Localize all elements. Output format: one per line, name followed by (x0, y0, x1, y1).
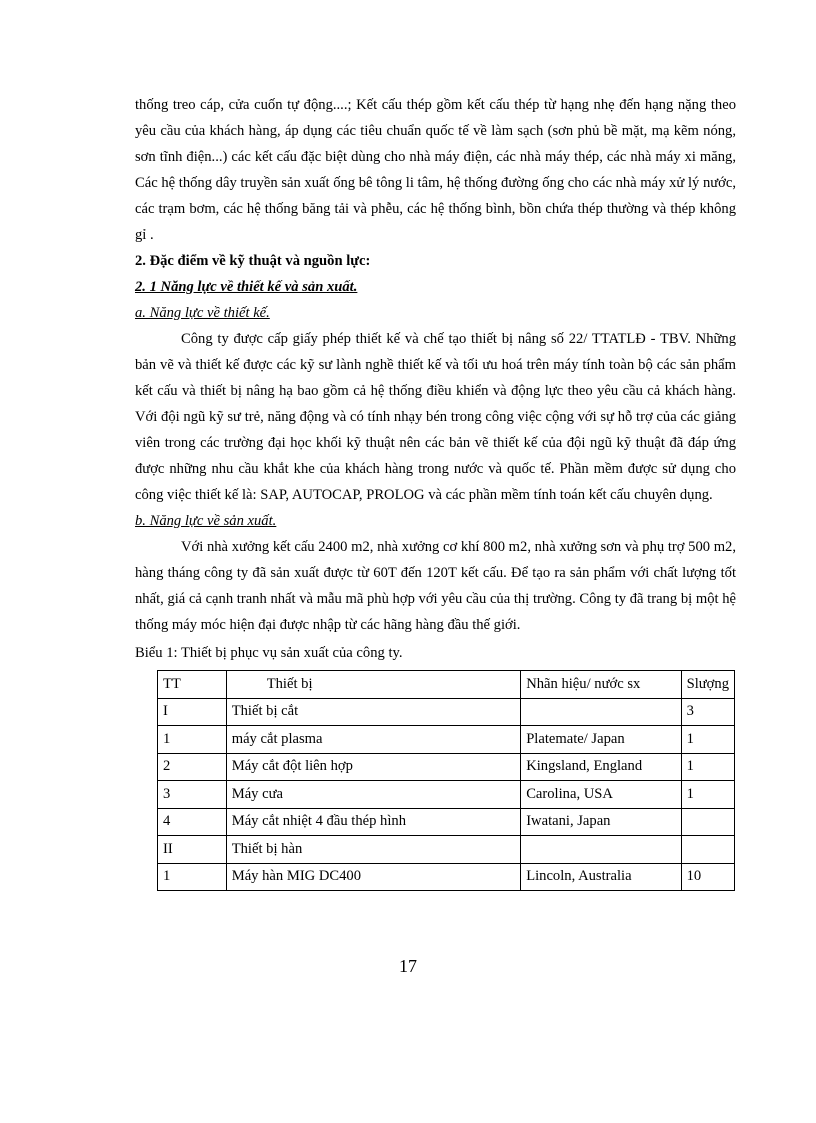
paragraph-design: Công ty được cấp giấy phép thiết kế và chế tạo thiết bị nâng số 22/ TTATLĐ - TBV. Những bản vẽ và thiết kế được các kỹ sư lành nghề thiết kế và tối ưu hoá trên máy tính toàn bộ các sản phẩm kết cấu và thiết bị nâng hạ bao gồm cả hệ thống điều khiển và động lực theo yêu cầu cả khách hàng. Với đội ngũ kỹ sư trẻ, năng động và có tính nhạy bén trong công việc cộng với sự hỗ trợ của các giảng viên trong các trường đại học khối kỹ thuật nên các bản vẽ thiết kế của đội ngũ kỹ thuật đã đáp ứng được những nhu cầu khắt khe của khách hàng trong nước và quốc tế. Phần mềm được sử dụng cho công việc thiết kế là: SAP, AUTOCAP, PROLOG và các phần mềm tính toán kết cấu chuyên dụng. (135, 331, 736, 503)
table-row (158, 863, 735, 891)
cell-quantity: 1 (681, 726, 734, 754)
header-brand: Nhãn hiệu/ nước sx (521, 671, 681, 699)
cell-equipment: Thiết bị cắt (226, 698, 520, 726)
cell-equipment: Máy hàn MIG DC400 (226, 863, 520, 891)
cell-tt: I (158, 698, 227, 726)
header-tt: TT (158, 671, 227, 699)
cell-equipment: Máy cắt nhiệt 4 đầu thép hình (226, 808, 520, 836)
table-row (158, 753, 735, 781)
cell-quantity: 10 (681, 863, 734, 891)
cell-quantity (681, 836, 734, 864)
cell-equipment: máy cắt plasma (226, 726, 520, 754)
subheading-b: b. Năng lực về sản xuất. (135, 513, 277, 529)
table-row (158, 836, 735, 864)
cell-brand: Carolina, USA (521, 781, 681, 809)
table-row (158, 726, 735, 754)
cell-brand: Platemate/ Japan (521, 726, 681, 754)
cell-tt: 2 (158, 753, 227, 781)
cell-tt: 1 (158, 726, 227, 754)
cell-quantity (681, 808, 734, 836)
cell-equipment: Máy cưa (226, 781, 520, 809)
cell-tt: II (158, 836, 227, 864)
cell-equipment: Thiết bị hàn (226, 836, 520, 864)
cell-equipment: Máy cắt đột liên hợp (226, 753, 520, 781)
cell-tt: 3 (158, 781, 227, 809)
cell-tt: 4 (158, 808, 227, 836)
section-heading-2: 2. Đặc điểm về kỹ thuật và nguồn lực: (135, 253, 371, 269)
table-row (158, 781, 735, 809)
cell-brand (521, 836, 681, 864)
table-row (158, 808, 735, 836)
cell-brand: Lincoln, Australia (521, 863, 681, 891)
header-quantity: Slượng (681, 671, 734, 699)
table-header-row (158, 671, 735, 699)
cell-brand (521, 698, 681, 726)
cell-quantity: 1 (681, 753, 734, 781)
paragraph-production: Với nhà xưởng kết cấu 2400 m2, nhà xưởng cơ khí 800 m2, nhà xưởng sơn và phụ trợ 500 m2, hàng tháng công ty đã sản xuất được từ 60T đến 120T kết cấu. Để tạo ra sản phẩm với chất lượng tốt nhất, giá cả cạnh tranh nhất và mẫu mã phù hợp với yêu cầu của thị trường. Công ty đã trang bị một hệ thống máy móc hiện đại được nhập từ các hãng hàng đầu thế giới. (135, 539, 736, 633)
document-page (135, 92, 736, 891)
paragraph-intro: thống treo cáp, cửa cuốn tự động....; Kết cấu thép gồm kết cấu thép từ hạng nhẹ đến hạng nặng theo yêu cầu của khách hàng, áp dụng các tiêu chuẩn quốc tế về làm sạch (sơn phủ bề mặt, mạ kẽm nóng, sơn tĩnh điện...) các kết cấu đặc biệt dùng cho nhà máy điện, các nhà máy thép, các nhà máy xi măng, Các hệ thống dây truyền sản xuất ống bê tông li tâm, hệ thống đường ống cho các nhà máy xử lý nước, các trạm bơm, các hệ thống băng tải và phễu, các hệ thống bình, bồn chứa thép thường và thép không gỉ . (135, 97, 736, 243)
cell-brand: Iwatani, Japan (521, 808, 681, 836)
page-number: 17 (399, 956, 417, 976)
table-row (158, 698, 735, 726)
header-equipment: Thiết bị (226, 671, 520, 699)
table-caption: Biểu 1: Thiết bị phục vụ sản xuất của công ty. (135, 645, 403, 661)
section-heading-2-1: 2. 1 Năng lực về thiết kế và sản xuất. (135, 279, 358, 295)
subheading-a: a. Năng lực về thiết kế. (135, 305, 270, 321)
cell-tt: 1 (158, 863, 227, 891)
cell-brand: Kingsland, England (521, 753, 681, 781)
equipment-table (157, 670, 735, 891)
cell-quantity: 3 (681, 698, 734, 726)
cell-quantity: 1 (681, 781, 734, 809)
